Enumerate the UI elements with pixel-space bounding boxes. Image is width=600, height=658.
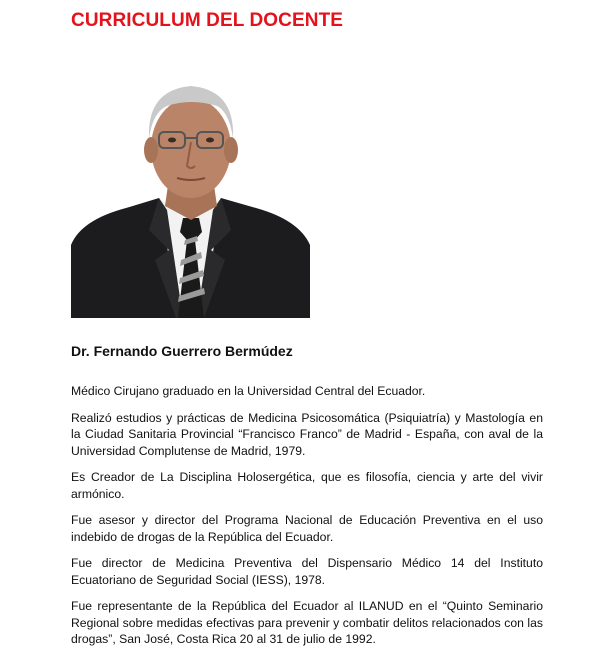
bio-section: [71, 383, 543, 658]
bio-paragraph: Realizó estudios y prácticas de Medicina Psicosomática (Psiquiatría) y Mastología en la Ciudad Sanitaria Provincial “Francisco Franco” de Madrid - España, con aval de la Universidad Complutense de Madrid, 1979.: [71, 410, 543, 458]
bio-paragraph: Fue representante de la República del Ecuador al ILANUD en el “Quinto Seminario Regional sobre medidas efectivas para prevenir y combatir delitos relacionados con las drogas”, San José, Costa Rica 20 al 31 de julio de 1992.: [71, 599, 543, 646]
bio-paragraph: Fue asesor y director del Programa Nacional de Educación Preventiva en el uso indebido de drogas de la República del Ecuador.: [71, 513, 543, 544]
bio-paragraph: Médico Cirujano graduado en la Universidad Central del Ecuador.: [71, 384, 426, 398]
person-name: Dr. Fernando Guerrero Bermúdez: [71, 343, 293, 359]
bio-paragraph: Fue director de Medicina Preventiva del Dispensario Médico 14 del Instituto Ecuatoriano de Seguridad Social (IESS), 1978.: [71, 556, 543, 587]
page-title: CURRICULUM DEL DOCENTE: [71, 10, 344, 31]
person-photo-icon: [71, 60, 310, 318]
bio-paragraph: Es Creador de La Disciplina Holosergética, que es filosofía, ciencia y arte del vivir armónico.: [71, 470, 543, 501]
portrait-photo: [71, 60, 310, 318]
